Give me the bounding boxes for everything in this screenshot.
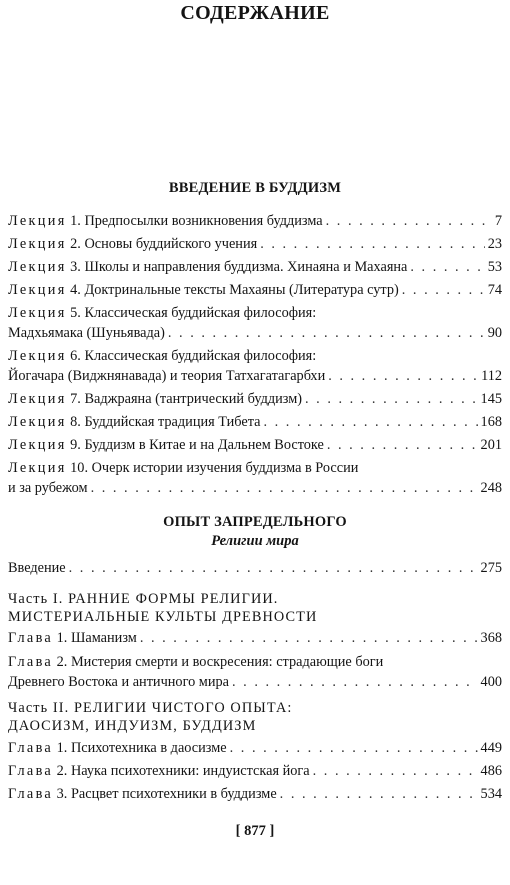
leader-dots: [327, 435, 478, 455]
entry-label: Лекция: [8, 282, 67, 298]
entry-label: Глава: [8, 740, 54, 756]
entry-label: Глава: [8, 763, 54, 779]
entry-page: 275: [480, 560, 502, 576]
entry-page: 112: [481, 368, 502, 384]
leader-dots: [91, 478, 478, 498]
toc-entry: [8, 346, 502, 386]
section-title-beyond: ОПЫТ ЗАПРЕДЕЛЬНОГО: [163, 514, 347, 530]
toc-entry: [8, 280, 502, 300]
entry-page: 248: [480, 480, 502, 496]
entry-text: 7. Ваджраяна (тантрический буддизм): [70, 391, 303, 407]
entry-label: Лекция: [8, 259, 67, 275]
leader-dots: [264, 412, 478, 432]
leader-dots: [410, 257, 484, 277]
entry-text: 10. Очерк истории изучения буддизма в России: [70, 460, 359, 476]
entry-page: 53: [487, 259, 502, 275]
entry-page: 449: [480, 740, 502, 756]
entry-text: 1. Предпосылки возникновения буддизма: [70, 213, 323, 229]
toc-entry: [8, 234, 502, 254]
entry-text: Введение: [8, 560, 66, 576]
toc-entry: [8, 628, 502, 648]
entry-label: Лекция: [8, 414, 67, 430]
leader-dots: [140, 628, 478, 648]
entry-page: 7: [494, 213, 502, 229]
leader-dots: [69, 558, 478, 578]
page-title: СОДЕРЖАНИЕ: [180, 2, 330, 24]
section-title-intro-buddhism: ВВЕДЕНИЕ В БУДДИЗМ: [168, 180, 342, 196]
part-heading: [8, 590, 502, 626]
toc-entry: [8, 257, 502, 277]
leader-dots: [260, 234, 485, 254]
toc-entry: [8, 435, 502, 455]
part-line: Часть II. РЕЛИГИИ ЧИСТОГО ОПЫТА:: [8, 700, 293, 716]
leader-dots: [305, 389, 478, 409]
entry-page: 368: [480, 630, 502, 646]
entry-text: 2. Мистерия смерти и воскресения: страдающие боги: [56, 654, 384, 670]
leader-dots: [168, 323, 485, 343]
entry-text-cont: Мадхьямака (Шуньявада): [8, 325, 165, 341]
entry-label: Лекция: [8, 391, 67, 407]
entry-page: 486: [480, 763, 502, 779]
toc-entry: [8, 738, 502, 758]
toc-entry: [8, 389, 502, 409]
toc-entry: [8, 761, 502, 781]
leader-dots: [326, 211, 492, 231]
part-line: МИСТЕРИАЛЬНЫЕ КУЛЬТЫ ДРЕВНОСТИ: [8, 609, 318, 625]
leader-dots: [313, 761, 478, 781]
entry-page: 400: [480, 674, 502, 690]
leader-dots: [230, 738, 478, 758]
entry-text-cont: Древнего Востока и античного мира: [8, 674, 230, 690]
part-line: ДАОСИЗМ, ИНДУИЗМ, БУДДИЗМ: [8, 718, 257, 734]
entry-text: 9. Буддизм в Китае и на Дальнем Востоке: [70, 437, 324, 453]
leader-dots: [328, 366, 478, 386]
entry-text: 1. Психотехника в даосизме: [56, 740, 227, 756]
entry-label: Лекция: [8, 460, 67, 476]
entry-text: 4. Доктринальные тексты Махаяны (Литература сутр): [70, 282, 399, 298]
toc-entry: [8, 652, 502, 692]
entry-text-cont: Йогачара (Виджнянавада) и теория Татхагатагарбхи: [8, 368, 326, 384]
toc-entry: [8, 558, 502, 578]
entry-page: 534: [480, 786, 502, 802]
entry-label: Лекция: [8, 348, 67, 364]
entry-text: 2. Наука психотехники: индуистская йога: [56, 763, 310, 779]
entry-page: 74: [487, 282, 502, 298]
entry-label: Лекция: [8, 437, 67, 453]
entry-label: Лекция: [8, 213, 67, 229]
entry-page: 201: [480, 437, 502, 453]
leader-dots: [402, 280, 485, 300]
entry-page: 90: [487, 325, 502, 341]
toc-entry: [8, 458, 502, 498]
entry-text: 8. Буддийская традиция Тибета: [70, 414, 261, 430]
entry-page: 168: [480, 414, 502, 430]
part-line: Часть I. РАННИЕ ФОРМЫ РЕЛИГИИ.: [8, 591, 279, 607]
entry-text: 6. Классическая буддийская философия:: [70, 348, 317, 364]
toc-entry: [8, 784, 502, 804]
entry-label: Лекция: [8, 305, 67, 321]
entry-text-cont: и за рубежом: [8, 480, 88, 496]
toc-entry: [8, 412, 502, 432]
entry-text: 3. Расцвет психотехники в буддизме: [56, 786, 277, 802]
toc-entry: [8, 211, 502, 231]
entry-label: Лекция: [8, 236, 67, 252]
entry-label: Глава: [8, 630, 54, 646]
entry-text: 2. Основы буддийского учения: [70, 236, 258, 252]
entry-label: Глава: [8, 786, 54, 802]
entry-text: 3. Школы и направления буддизма. Хинаяна и Махаяна: [70, 259, 408, 275]
entry-label: Глава: [8, 654, 54, 670]
entry-text: 5. Классическая буддийская философия:: [70, 305, 317, 321]
entry-page: 23: [487, 236, 502, 252]
page-number: [ 877 ]: [235, 823, 275, 839]
entry-text: 1. Шаманизм: [56, 630, 137, 646]
toc-entry: [8, 303, 502, 343]
part-heading: [8, 699, 502, 735]
entry-page: 145: [480, 391, 502, 407]
section-subtitle: Религии мира: [211, 533, 299, 549]
leader-dots: [232, 672, 478, 692]
leader-dots: [280, 784, 478, 804]
